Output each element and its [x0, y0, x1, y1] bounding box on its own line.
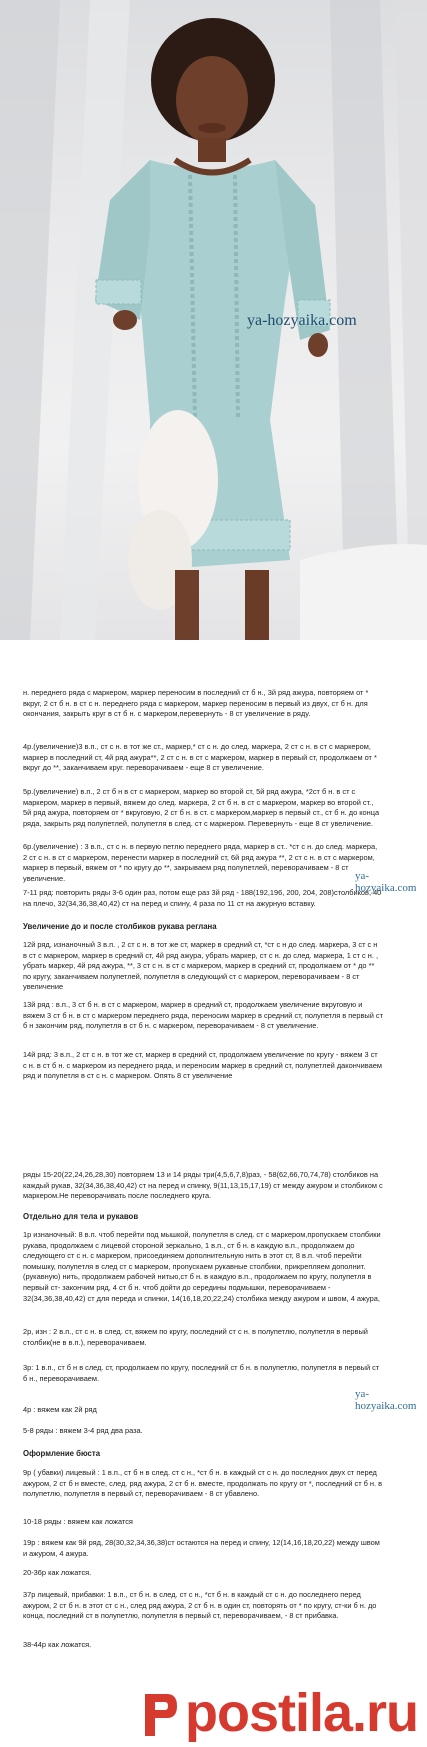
text-block-10 [23, 1230, 383, 1304]
text-block-12 [23, 1363, 383, 1384]
paragraph: ряды 15-20(22,24,26,28,30) повторяем 13 и 14 ряды три(4,5,6,7,8)раз, - 58(62,66,70,74,78) столбиков на каждый рукав, 32(34,36,38,40,42) ст на перед и спинку, 9(11,13,15,17,19) ст между ажуром и столбиком с маркером.Не переворачивать после последнего круга. [23, 1170, 383, 1201]
text-block-8 [23, 1050, 383, 1082]
text-block-19 [23, 1590, 383, 1622]
text-block-14 [23, 1426, 383, 1437]
paragraph: 10-18 ряды : вяжем как ложатся [23, 1517, 133, 1526]
photo-watermark: ya-hozyaika.com [247, 312, 357, 329]
text-block-9 [23, 1170, 383, 1202]
text-block-3 [23, 787, 383, 829]
paragraph: 3р: 1 в.п., ст б н в след. ст, продолжаем по кругу, последний ст б н. в полупетлю, полупетля в первый ст б н., переворачиваем. [23, 1363, 380, 1383]
paragraph: 12й ряд, изнаночный 3 в.п. , 2 ст с н. в тот же ст, маркер в средний ст, *ст с н до след. маркера, 3 ст с н в ст с маркером, маркер в средний ст, 4й ряд ажура, убрать маркер, ст с н. до след. маркера, 1 ст с н. , убрать маркер, 4й ряд ажура, **, 3 ст с н. в ст с маркером, маркер в средний ст, продолжаем от * до ** по кругу, заканчиваем полупетлей, полупетля в следующий ст с маркером, переворачиваем - 8 ст увеличение [23, 940, 379, 992]
paragraph: 20-36р как ложатся. [23, 1568, 92, 1577]
text-block-16 [23, 1517, 383, 1528]
paragraph: 7-11 ряд: повторить ряды 3-6 один раз, потом еще раз 3й ряд - 188(192,196, 200, 204, 208)столбиков, 40 на плечо, 32(34,36,38,40,42) ст на перед и спину, 4 раза по 11 ст на ажурную вставку. [23, 888, 382, 908]
paragraph: 4р.(увеличение)3 в.п., ст с н. в тот же ст., маркер,* ст с н. до след. маркера, 2 ст с н. в ст с маркером, маркер в последний ст, 4й ряд ажура**, 2 ст с н. в ст с маркером, маркер в первый ст, продолжаем от * вкруг до **, заканчиваем круг. переворачиваем - еще 8 ст увеличение. [23, 742, 377, 773]
dress-illustration [0, 0, 427, 640]
paragraph: 5р.(увеличение) в.п., 2 ст б н в ст с маркером, маркер во второй ст, 5й ряд ажура, *2ст б н. в ст с маркером, маркер в первый, вяжем до след. маркера, 2 ст б н. в ст с маркером, маркер во второй ст., 5й ряд ажура, повторяем от * вкруговую, 2 ст б н. в ст. с маркером,маркер в первый ст., ст б н. до конца ряда, закрыть ряд полупетлей, полупетля в след. ст с маркером. Перевернуть - еще 8 ст увеличение. [23, 787, 380, 828]
text-block-6 [23, 940, 383, 993]
text-block-4 [23, 842, 383, 884]
postila-logo-icon [141, 1690, 179, 1740]
paragraph: 1р изнаночный: 8 в.п. чтоб перейти под мышкой, полупетля в след. ст с маркером,пропускаем столбики рукава, продолжаем с лицевой стороной зеркально, 1 в.п., ст б н. в каждую в.п., продолжаем до следующего ст с н. с маркером, присоединяем дополнительную нить в этот ст, 8 в.п. чтоб перейти помышку, полупетля в след ст с маркером, пропускаем рукавные столбики, прикрепляем дополнит.(рукавную) нить, продолжаем рабочей нитью,ст б н. в каждую в.п., продолжаем по кругу, полупетля в первый ст- закончим ряд, 4 ст б н. чтоб дойти до середины подмышки, переворачиваем - 32(34,36,38,40,42) ст для переда и спинки, 14(16,18,20,22,24) столбика между ажуром и швом, 4 ажура, [23, 1230, 381, 1303]
text-block-17 [23, 1538, 383, 1559]
paragraph: н. переднего ряда с маркером, маркер переносим в последний ст б н., 3й ряд ажура, повторяем от * вкруг, 2 ст б н. в ст с н. переднего ряда с маркером, маркер переносим в первый из двух, ст б н. для окончания, закрыть круг в ст б н. с маркером,перевернуть - 8 ст увеличение в ряду. [23, 688, 369, 719]
paragraph: 37р лицевый, прибавки: 1 в.п., ст б н. в след. ст с н., *ст б н. в каждый ст с н. до последнего перед ажуром, 2 ст б н. в этот ст с н., след ряд ажура, 2 ст б н. в один ст, повторять от * по кругу, ст-ки б н. до конца, последний ст в полупетлю, полупетля в первый ст, переворачиваем, - 8 ст прибавка. [23, 1590, 377, 1621]
text-block-13 [23, 1405, 383, 1416]
heading-sleeve-increase: Увеличение до и после столбиков рукава реглана [23, 922, 217, 931]
paragraph: 14й ряд: 3 в.п., 2 ст с н. в тот же ст, маркер в средний ст, продолжаем увеличение по кругу - вяжем 3 ст с н. в ст б н. с маркером из переднего ряда, и переносим маркер в средний ст, полупетлей дакончиваем ряд и полупетля в ст с н. с маркером. Опять 8 ст увеличение [23, 1050, 382, 1081]
text-block-2 [23, 742, 383, 774]
model-photo [0, 0, 427, 640]
text-block-20 [23, 1640, 383, 1651]
text-block-15 [23, 1468, 383, 1500]
paragraph: 6р.(увеличение) : 3 в.п., ст с н. в первую петлю переднего ряда, маркер в ст.. *ст с н. до след. маркера, 2 ст с н. в ст с маркером, перенести маркер в последний ст, 6й ряд ажура **, 2 ст с н. в ст с маркером, маркер в первый, вяжем от * по кругу до **, закрываем ряд полупетлей, переворачиваем - 8 ст увеличение. [23, 842, 378, 883]
text-block-11 [23, 1327, 383, 1348]
paragraph: 2р, изн : 2 в.п., ст с н. в след. ст, вяжем по кругу, последний ст с н. в полупетлю, полупетля в первый столбик(не в в.п.), переворачиваем. [23, 1327, 368, 1347]
postila-logo[interactable]: postila.ru [185, 1683, 419, 1743]
paragraph: 13й ряд : в.п., 3 ст б н. в ст с маркером, маркер в средний ст, продолжаем увеличение вкруговую и вяжем 3 ст б н. в ст с маркером переднего ряда, переносим маркер в средний ст, полупетля в первый ст б н закончим ряд, полупетля в ст б н. с маркером, переворачиваем - 8 ст увеличение. [23, 1000, 383, 1031]
paragraph: 19р : вяжем как 9й ряд, 28(30,32,34,36,38)ст остаются на перед и спину, 12(14,16,18,20,22) между швом и ажуром, 4 ажура. [23, 1538, 380, 1558]
text-block-1 [23, 688, 383, 720]
text-block-5 [23, 888, 383, 909]
text-block-18 [23, 1568, 383, 1579]
paragraph: 4р : вяжем как 2й ряд [23, 1405, 97, 1414]
paragraph: 38-44р как ложатся. [23, 1640, 92, 1649]
doc-watermark-2: ya-hozyaika.com [355, 1388, 417, 1412]
text-block-7 [23, 1000, 383, 1032]
doc-watermark-1: ya-hozyaika.com [355, 870, 417, 894]
heading-bust: Оформление бюста [23, 1449, 101, 1458]
paragraph: 5-8 ряды : вяжем 3-4 ряд два раза. [23, 1426, 143, 1435]
paragraph: 9р ( убавки) лицевый : 1 в.п., ст б н в след. ст с н., *ст б н. в каждый ст с н. до последних двух ст перед ажуром, 2 ст б н вместе, след. ряд ажура, 2 ст б н. вместе, продолжать по кругу от *, последний ст б н. в полупетлю, полупетля в первый ст, переворачиваем - 8 ст убавлено. [23, 1468, 383, 1499]
heading-body-sleeves: Отдельно для тела и рукавов [23, 1212, 139, 1221]
